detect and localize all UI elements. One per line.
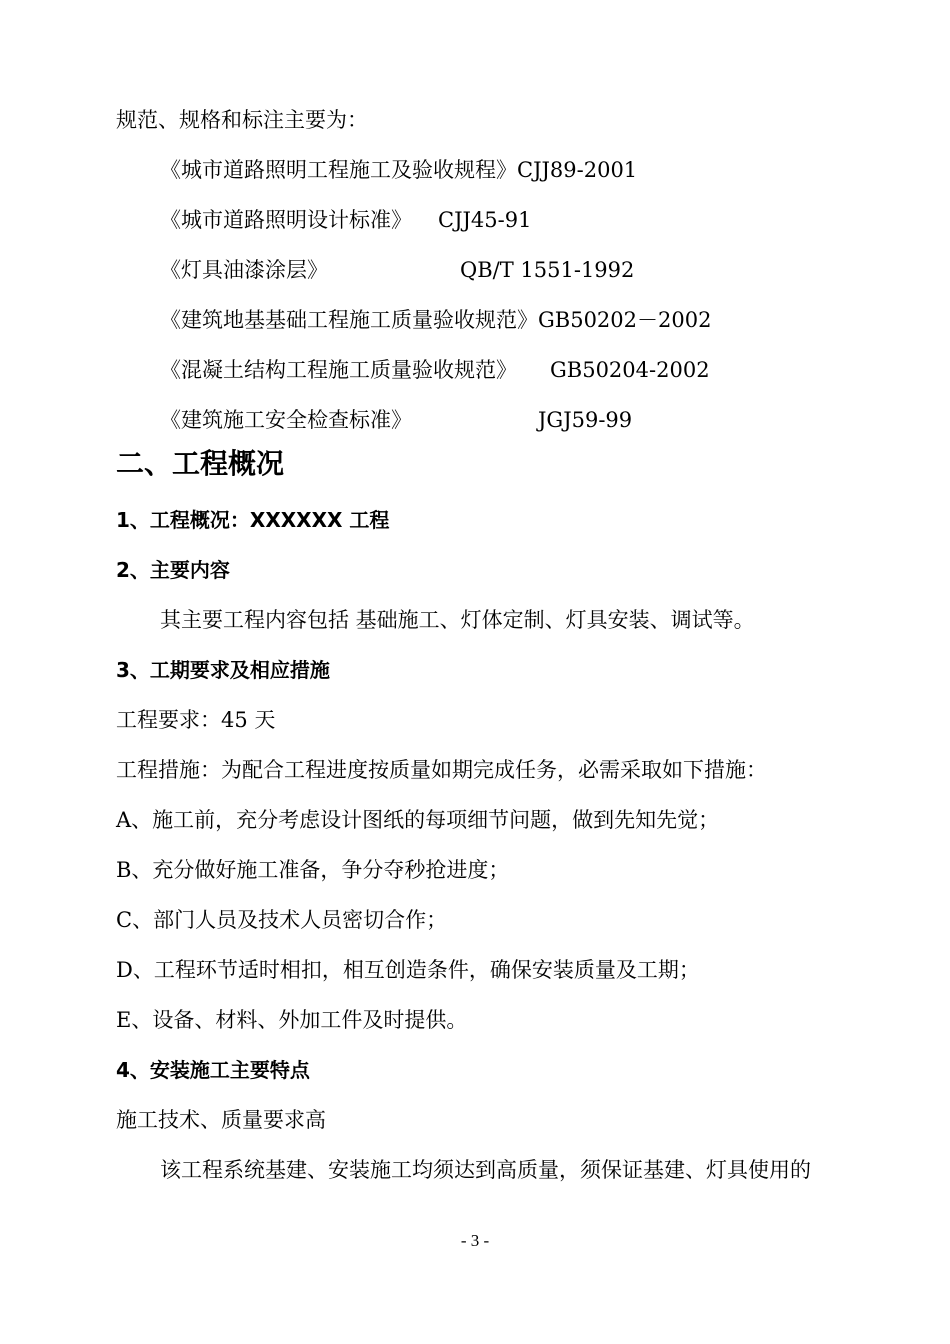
standard-code: CJJ45-91 bbox=[438, 208, 532, 232]
intro-text: 规范、规格和标注主要为： bbox=[116, 108, 368, 132]
standard-code: QB/T 1551-1992 bbox=[460, 258, 635, 282]
standard-item bbox=[160, 356, 710, 384]
section-title: 二、工程概况 bbox=[116, 447, 285, 480]
measure-item: D、工程环节适时相扣，相互创造条件，确保安装质量及工期； bbox=[116, 958, 700, 982]
duration-text: 工程要求：45 天 bbox=[116, 708, 276, 732]
measures-intro: 工程措施：为配合工程进度按质量如期完成任务，必需采取如下措施： bbox=[116, 758, 767, 782]
subsection-title: 3、工期要求及相应措施 bbox=[116, 658, 330, 682]
standard-name: 《灯具油漆涂层》 bbox=[160, 258, 328, 282]
standard-item bbox=[160, 306, 711, 334]
paragraph: 该工程系统基建、安装施工均须达到高质量，须保证基建、灯具使用的 bbox=[160, 1158, 811, 1182]
paragraph: 施工技术、质量要求高 bbox=[116, 1108, 326, 1132]
standard-name: 《城市道路照明工程施工及验收规程》 bbox=[160, 158, 517, 182]
measure-item: C、部门人员及技术人员密切合作； bbox=[116, 908, 448, 932]
standard-code: JGJ59-99 bbox=[538, 408, 633, 432]
standard-name: 《混凝土结构工程施工质量验收规范》 bbox=[160, 358, 517, 382]
subsection-title: 2、主要内容 bbox=[116, 558, 230, 582]
paragraph: 其主要工程内容包括 基础施工、灯体定制、灯具安装、调试等。 bbox=[160, 608, 755, 632]
standard-name: 《建筑地基基础工程施工质量验收规范》 bbox=[160, 308, 538, 332]
subsection-title: 1、工程概况：XXXXXX 工程 bbox=[116, 508, 390, 532]
measure-item: B、充分做好施工准备，争分夺秒抢进度； bbox=[116, 858, 510, 882]
standard-code: CJJ89-2001 bbox=[517, 158, 638, 182]
standard-code: GB50204-2002 bbox=[550, 358, 710, 382]
standard-code: GB50202－2002 bbox=[538, 308, 712, 332]
subsection-title: 4、安装施工主要特点 bbox=[116, 1058, 310, 1082]
standard-name: 《建筑施工安全检查标准》 bbox=[160, 408, 412, 432]
measure-item: A、施工前，充分考虑设计图纸的每项细节问题，做到先知先觉； bbox=[116, 808, 720, 832]
page-number: - 3 - bbox=[460, 1231, 490, 1250]
standard-item bbox=[160, 156, 637, 184]
standard-item bbox=[160, 406, 633, 434]
standard-name: 《城市道路照明设计标准》 bbox=[160, 208, 412, 232]
standard-item bbox=[160, 206, 532, 234]
standard-item bbox=[160, 256, 635, 284]
measure-item: E、设备、材料、外加工件及时提供。 bbox=[116, 1008, 468, 1032]
